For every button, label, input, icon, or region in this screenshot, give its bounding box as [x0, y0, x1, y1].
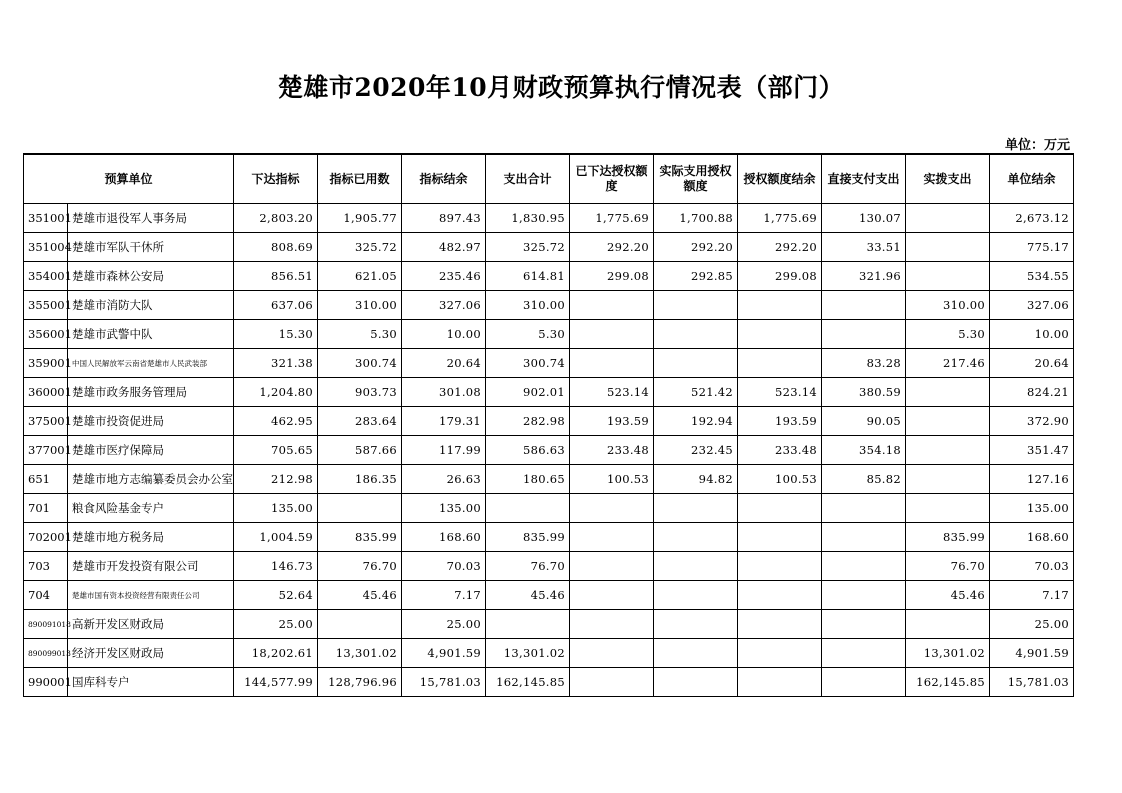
value-cell: 1,004.59 [234, 523, 318, 552]
value-cell: 128,796.96 [318, 668, 402, 697]
unit-code-cell: 355001 [24, 291, 68, 320]
header-cell: 授权额度结余 [738, 154, 822, 204]
value-cell [822, 320, 906, 349]
unit-name-cell: 楚雄市开发投资有限公司 [68, 552, 234, 581]
unit-name-cell: 楚雄市政务服务管理局 [68, 378, 234, 407]
table-row [24, 610, 1074, 639]
unit-code-cell: 704 [24, 581, 68, 610]
value-cell [906, 407, 990, 436]
value-cell: 1,700.88 [654, 204, 738, 233]
value-cell: 5.30 [318, 320, 402, 349]
value-cell: 135.00 [234, 494, 318, 523]
value-cell: 135.00 [402, 494, 486, 523]
unit-name-cell: 楚雄市投资促进局 [68, 407, 234, 436]
value-cell [654, 349, 738, 378]
unit-name-cell: 高新开发区财政局 [68, 610, 234, 639]
table-row [24, 291, 1074, 320]
unit-name-cell: 经济开发区财政局 [68, 639, 234, 668]
value-cell [654, 523, 738, 552]
value-cell [654, 552, 738, 581]
value-cell: 310.00 [318, 291, 402, 320]
value-cell [318, 610, 402, 639]
value-cell: 13,301.02 [906, 639, 990, 668]
unit-code-cell: 351001 [24, 204, 68, 233]
value-cell [738, 552, 822, 581]
value-cell [570, 581, 654, 610]
value-cell [906, 436, 990, 465]
unit-code-cell: 702001 [24, 523, 68, 552]
value-cell [906, 262, 990, 291]
value-cell: 351.47 [990, 436, 1074, 465]
value-cell: 325.72 [486, 233, 570, 262]
value-cell: 45.46 [318, 581, 402, 610]
value-cell: 292.20 [738, 233, 822, 262]
value-cell: 321.38 [234, 349, 318, 378]
value-cell [570, 610, 654, 639]
value-cell: 13,301.02 [486, 639, 570, 668]
value-cell: 45.46 [906, 581, 990, 610]
value-cell [822, 494, 906, 523]
value-cell [906, 465, 990, 494]
value-cell: 327.06 [402, 291, 486, 320]
value-cell: 300.74 [318, 349, 402, 378]
value-cell: 462.95 [234, 407, 318, 436]
value-cell [906, 494, 990, 523]
value-cell: 144,577.99 [234, 668, 318, 697]
value-cell: 52.64 [234, 581, 318, 610]
table-row [24, 407, 1074, 436]
value-cell: 856.51 [234, 262, 318, 291]
value-cell [822, 639, 906, 668]
unit-name-cell: 国库科专户 [68, 668, 234, 697]
unit-name-cell: 中国人民解放军云南省楚雄市人民武装部 [68, 349, 234, 378]
value-cell: 321.96 [822, 262, 906, 291]
header-cell: 实拨支出 [906, 154, 990, 204]
value-cell: 76.70 [318, 552, 402, 581]
unit-code-cell: 990001 [24, 668, 68, 697]
value-cell: 232.45 [654, 436, 738, 465]
table-row [24, 349, 1074, 378]
value-cell: 824.21 [990, 378, 1074, 407]
table-row [24, 436, 1074, 465]
value-cell: 18,202.61 [234, 639, 318, 668]
unit-code-cell: 701 [24, 494, 68, 523]
value-cell: 310.00 [906, 291, 990, 320]
value-cell [654, 291, 738, 320]
value-cell: 90.05 [822, 407, 906, 436]
value-cell [822, 668, 906, 697]
value-cell: 235.46 [402, 262, 486, 291]
value-cell: 835.99 [486, 523, 570, 552]
value-cell [486, 610, 570, 639]
table-row [24, 581, 1074, 610]
value-cell: 100.53 [570, 465, 654, 494]
value-cell: 5.30 [486, 320, 570, 349]
table-row [24, 523, 1074, 552]
value-cell [822, 291, 906, 320]
value-cell: 523.14 [570, 378, 654, 407]
table-row [24, 204, 1074, 233]
value-cell: 13,301.02 [318, 639, 402, 668]
value-cell: 1,830.95 [486, 204, 570, 233]
header-cell: 预算单位 [24, 154, 234, 204]
value-cell: 146.73 [234, 552, 318, 581]
unit-code-cell: 703 [24, 552, 68, 581]
value-cell: 45.46 [486, 581, 570, 610]
value-cell: 300.74 [486, 349, 570, 378]
value-cell: 26.63 [402, 465, 486, 494]
unit-code-cell: 351004 [24, 233, 68, 262]
value-cell: 233.48 [570, 436, 654, 465]
value-cell: 130.07 [822, 204, 906, 233]
unit-code-cell: 360001 [24, 378, 68, 407]
header-cell: 指标结余 [402, 154, 486, 204]
value-cell: 193.59 [570, 407, 654, 436]
value-cell [822, 610, 906, 639]
value-cell [654, 320, 738, 349]
value-cell: 20.64 [402, 349, 486, 378]
value-cell: 1,204.80 [234, 378, 318, 407]
value-cell [570, 349, 654, 378]
value-cell [822, 552, 906, 581]
value-cell: 1,905.77 [318, 204, 402, 233]
value-cell: 283.64 [318, 407, 402, 436]
value-cell: 83.28 [822, 349, 906, 378]
value-cell: 25.00 [234, 610, 318, 639]
header-cell: 直接支付支出 [822, 154, 906, 204]
value-cell: 521.42 [654, 378, 738, 407]
unit-name-cell: 楚雄市退役军人事务局 [68, 204, 234, 233]
value-cell [318, 494, 402, 523]
value-cell [570, 552, 654, 581]
value-cell: 327.06 [990, 291, 1074, 320]
value-cell [738, 320, 822, 349]
value-cell: 902.01 [486, 378, 570, 407]
value-cell: 70.03 [990, 552, 1074, 581]
header-cell: 支出合计 [486, 154, 570, 204]
value-cell: 903.73 [318, 378, 402, 407]
value-cell [822, 523, 906, 552]
value-cell: 808.69 [234, 233, 318, 262]
table-row [24, 639, 1074, 668]
value-cell [738, 610, 822, 639]
value-cell: 25.00 [402, 610, 486, 639]
value-cell: 15,781.03 [402, 668, 486, 697]
value-cell: 637.06 [234, 291, 318, 320]
value-cell: 162,145.85 [486, 668, 570, 697]
table-row [24, 233, 1074, 262]
value-cell [654, 494, 738, 523]
value-cell: 15.30 [234, 320, 318, 349]
value-cell [570, 523, 654, 552]
value-cell: 180.65 [486, 465, 570, 494]
value-cell [906, 378, 990, 407]
value-cell: 20.64 [990, 349, 1074, 378]
unit-name-cell: 楚雄市森林公安局 [68, 262, 234, 291]
value-cell [570, 494, 654, 523]
value-cell: 4,901.59 [990, 639, 1074, 668]
header-cell: 实际支用授权额度 [654, 154, 738, 204]
value-cell [570, 668, 654, 697]
table-row [24, 465, 1074, 494]
table-row [24, 552, 1074, 581]
value-cell: 301.08 [402, 378, 486, 407]
value-cell [906, 233, 990, 262]
header-cell: 已下达授权额度 [570, 154, 654, 204]
unit-name-cell: 楚雄市地方志编纂委员会办公室 [68, 465, 234, 494]
value-cell: 192.94 [654, 407, 738, 436]
value-cell [570, 639, 654, 668]
value-cell: 482.97 [402, 233, 486, 262]
value-cell: 775.17 [990, 233, 1074, 262]
value-cell: 179.31 [402, 407, 486, 436]
value-cell [738, 349, 822, 378]
unit-code-cell: 651 [24, 465, 68, 494]
unit-label: 单位：万元 [1004, 138, 1070, 153]
value-cell: 835.99 [318, 523, 402, 552]
value-cell: 94.82 [654, 465, 738, 494]
value-cell: 162,145.85 [906, 668, 990, 697]
value-cell: 380.59 [822, 378, 906, 407]
unit-code-cell: 377001 [24, 436, 68, 465]
value-cell [822, 581, 906, 610]
value-cell [906, 610, 990, 639]
value-cell [654, 639, 738, 668]
value-cell: 70.03 [402, 552, 486, 581]
value-cell: 372.90 [990, 407, 1074, 436]
value-cell: 354.18 [822, 436, 906, 465]
unit-code-cell: 354001 [24, 262, 68, 291]
value-cell: 76.70 [486, 552, 570, 581]
unit-code-cell: 359001 [24, 349, 68, 378]
table-row [24, 494, 1074, 523]
value-cell: 587.66 [318, 436, 402, 465]
value-cell: 299.08 [570, 262, 654, 291]
value-cell: 85.82 [822, 465, 906, 494]
value-cell: 212.98 [234, 465, 318, 494]
value-cell: 534.55 [990, 262, 1074, 291]
value-cell: 100.53 [738, 465, 822, 494]
header-row [24, 154, 1074, 204]
value-cell: 325.72 [318, 233, 402, 262]
value-cell [570, 291, 654, 320]
unit-name-cell: 楚雄市消防大队 [68, 291, 234, 320]
value-cell [654, 581, 738, 610]
unit-name-cell: 粮食风险基金专户 [68, 494, 234, 523]
value-cell: 897.43 [402, 204, 486, 233]
value-cell: 33.51 [822, 233, 906, 262]
unit-name-cell: 楚雄市医疗保障局 [68, 436, 234, 465]
value-cell: 168.60 [990, 523, 1074, 552]
value-cell: 835.99 [906, 523, 990, 552]
value-cell: 10.00 [402, 320, 486, 349]
value-cell: 299.08 [738, 262, 822, 291]
value-cell: 310.00 [486, 291, 570, 320]
unit-code-cell: 356001 [24, 320, 68, 349]
value-cell: 1,775.69 [570, 204, 654, 233]
value-cell: 186.35 [318, 465, 402, 494]
value-cell: 292.20 [654, 233, 738, 262]
value-cell [738, 639, 822, 668]
value-cell: 705.65 [234, 436, 318, 465]
value-cell: 193.59 [738, 407, 822, 436]
value-cell: 7.17 [990, 581, 1074, 610]
value-cell: 621.05 [318, 262, 402, 291]
value-cell: 7.17 [402, 581, 486, 610]
table-row [24, 262, 1074, 291]
header-cell: 下达指标 [234, 154, 318, 204]
value-cell: 292.20 [570, 233, 654, 262]
value-cell [738, 523, 822, 552]
value-cell: 586.63 [486, 436, 570, 465]
value-cell [738, 291, 822, 320]
value-cell: 168.60 [402, 523, 486, 552]
value-cell: 233.48 [738, 436, 822, 465]
value-cell [486, 494, 570, 523]
unit-code-cell: 890099013 [24, 639, 68, 668]
value-cell: 117.99 [402, 436, 486, 465]
value-cell: 25.00 [990, 610, 1074, 639]
value-cell [738, 494, 822, 523]
header-cell: 单位结余 [990, 154, 1074, 204]
table-row [24, 378, 1074, 407]
value-cell: 2,673.12 [990, 204, 1074, 233]
value-cell: 292.85 [654, 262, 738, 291]
report-title: 楚雄市2020年10月财政预算执行情况表（部门） [277, 73, 845, 102]
unit-code-cell: 375001 [24, 407, 68, 436]
value-cell [654, 610, 738, 639]
unit-code-cell: 890091018 [24, 610, 68, 639]
value-cell [738, 581, 822, 610]
value-cell: 135.00 [990, 494, 1074, 523]
value-cell [738, 668, 822, 697]
budget-table [23, 153, 1074, 697]
unit-name-cell: 楚雄市地方税务局 [68, 523, 234, 552]
table-row [24, 668, 1074, 697]
value-cell: 523.14 [738, 378, 822, 407]
unit-name-cell: 楚雄市军队干休所 [68, 233, 234, 262]
value-cell: 76.70 [906, 552, 990, 581]
value-cell [654, 668, 738, 697]
unit-name-cell: 楚雄市国有资本投资经营有限责任公司 [68, 581, 234, 610]
value-cell: 15,781.03 [990, 668, 1074, 697]
header-cell: 指标已用数 [318, 154, 402, 204]
value-cell [570, 320, 654, 349]
value-cell: 614.81 [486, 262, 570, 291]
value-cell: 1,775.69 [738, 204, 822, 233]
table-row [24, 320, 1074, 349]
unit-name-cell: 楚雄市武警中队 [68, 320, 234, 349]
value-cell: 127.16 [990, 465, 1074, 494]
value-cell: 2,803.20 [234, 204, 318, 233]
value-cell [906, 204, 990, 233]
value-cell: 4,901.59 [402, 639, 486, 668]
value-cell: 10.00 [990, 320, 1074, 349]
table-body [24, 204, 1074, 697]
value-cell: 282.98 [486, 407, 570, 436]
value-cell: 217.46 [906, 349, 990, 378]
value-cell: 5.30 [906, 320, 990, 349]
